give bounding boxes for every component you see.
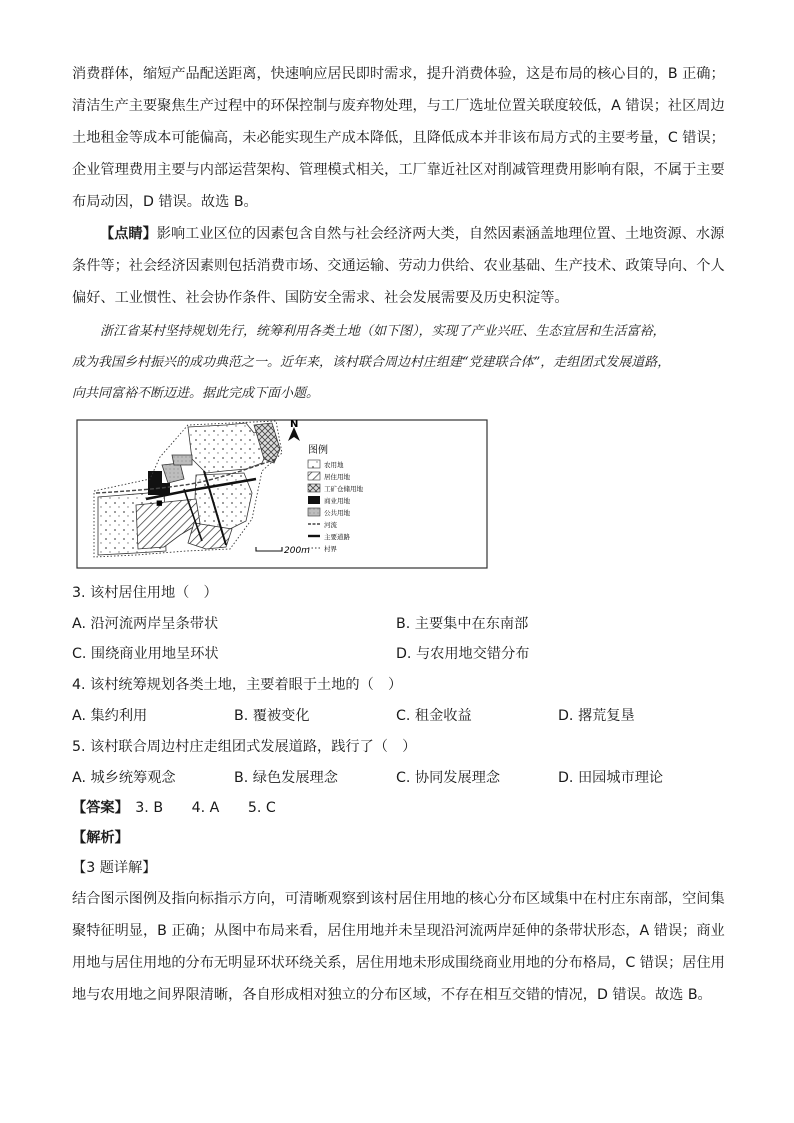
legend-swatch-public	[308, 508, 320, 516]
text-line: 条件等；社会经济因素则包括消费市场、交通运输、劳动力供给、农业基础、生产技术、政策导向、个人	[72, 258, 725, 274]
legend-label: 公共用地	[324, 509, 350, 517]
map-label-mark: ■	[156, 499, 163, 507]
passage-line: 浙江省某村坚持规划先行，统筹利用各类土地（如下图），实现了产业兴旺、生态宜居和生活富裕，	[100, 324, 666, 339]
legend-swatch-commercial	[308, 496, 320, 504]
text-line	[72, 218, 728, 250]
passage-line: 成为我国乡村振兴的成功典范之一。近年来，该村联合周边村庄组建“党建联合体”，走组团式发展道路，	[72, 355, 671, 370]
option-b: B. 主要集中在东南部	[396, 616, 529, 632]
legend-label: 农用地	[324, 461, 344, 469]
dianjing-label: 【点睛】	[100, 226, 157, 242]
question-stem: 3. 该村居住用地（ ）	[72, 585, 218, 601]
option-d: D. 撂荒复垦	[558, 708, 635, 724]
text-line: 清洁生产主要聚焦生产过程中的环保控制与废弃物处理，与工厂选址位置关联度较低，A 错误；社区周边	[72, 98, 725, 114]
page-content	[72, 58, 728, 1011]
option-a: A. 沿河流两岸呈条带状	[72, 616, 219, 632]
legend-swatch-residential	[308, 472, 320, 480]
text-line: 消费群体，缩短产品配送距离，快速响应居民即时需求，提升消费体验，这是布局的核心目的，B 正确；	[72, 66, 725, 82]
options-row	[72, 609, 728, 639]
text-line: 结合图示图例及指向标指示方向，可清晰观察到该村居住用地的核心分布区域集中在村庄东南部，空间集	[72, 891, 725, 907]
legend-label: 居住用地	[324, 473, 350, 481]
answer-item: 5. C	[247, 800, 276, 816]
material-passage	[72, 316, 728, 409]
previous-explanation	[72, 58, 728, 218]
question-5	[72, 731, 728, 793]
village-land-use-map	[76, 419, 488, 569]
text-line: 布局动因，D 错误。故选 B。	[72, 194, 258, 210]
option-d: D. 田园城市理论	[558, 770, 664, 786]
answer-item: 3. B	[135, 800, 164, 816]
detail-label: 【3 题详解】	[72, 860, 157, 876]
legend-swatch-industrial	[308, 484, 320, 492]
legend-label: 商业用地	[324, 497, 350, 505]
text-line: 用地与居住用地的分布无明显环状环绕关系，居住用地未形成围绕商业用地的分布格局，C 错误；居住用	[72, 955, 725, 971]
option-c: C. 租金收益	[396, 708, 472, 724]
north-label: N	[290, 419, 299, 430]
question-stem: 5. 该村联合周边村庄走组团式发展道路，践行了（ ）	[72, 739, 417, 755]
option-a: A. 集约利用	[72, 708, 148, 724]
legend-label: 工矿仓储用地	[324, 485, 363, 493]
legend-label: 村界	[324, 545, 337, 553]
commercial-land	[148, 471, 162, 495]
text-line: 聚特征明显，B 正确；从图中布局来看，居住用地并未呈现沿河流两岸延伸的条带状形态，A 错误；商业	[72, 923, 725, 939]
option-d: D. 与农用地交错分布	[396, 646, 530, 662]
text-line: 地与农用地之间界限清晰，各自形成相对独立的分布区域，不存在相互交错的情况，D 错误。故选 B。	[72, 987, 712, 1003]
dianjing-section	[72, 218, 728, 314]
text-line: 土地租金等成本可能偏高，未必能实现生产成本降低，且降低成本并非该布局方式的主要考量，C 错误；	[72, 130, 725, 146]
option-c: C. 围绕商业用地呈环状	[72, 646, 219, 662]
legend-label: 河流	[324, 521, 337, 529]
answer-label: 【答案】	[72, 800, 129, 816]
legend-swatch-farmland	[308, 460, 320, 468]
option-c: C. 协同发展理念	[396, 770, 501, 786]
option-b: B. 覆被变化	[234, 708, 310, 724]
option-b: B. 绿色发展理念	[234, 770, 338, 786]
answer-item: 4. A	[191, 800, 220, 816]
question-4	[72, 669, 728, 731]
scale-label: 200m	[284, 546, 310, 556]
dianjing-text: 影响工业区位的因素包含自然与社会经济两大类，自然因素涵盖地理位置、土地资源、水源	[156, 226, 725, 242]
map-figure	[76, 419, 488, 569]
detail-explanation	[72, 883, 728, 1011]
options-row	[72, 639, 728, 669]
option-a: A. 城乡统筹观念	[72, 770, 176, 786]
passage-line: 向共同富裕不断迈进。据此完成下面小题。	[72, 386, 320, 401]
legend-title: 图例	[308, 445, 328, 456]
options-row	[72, 701, 728, 731]
analysis-label: 【解析】	[72, 830, 129, 846]
question-3	[72, 577, 728, 669]
text-line: 企业管理费用主要与内部运营架构、管理模式相关，工厂靠近社区对削减管理费用影响有限，不属于主要	[72, 162, 725, 178]
options-row	[72, 763, 728, 793]
legend-label: 主要道路	[324, 533, 350, 541]
answer-line	[72, 793, 728, 823]
public-land-2	[172, 455, 192, 465]
question-stem: 4. 该村统筹规划各类土地，主要着眼于土地的（ ）	[72, 677, 403, 693]
text-line: 偏好、工业惯性、社会协作条件、国防安全需求、社会发展需要及历史积淀等。	[72, 290, 569, 306]
